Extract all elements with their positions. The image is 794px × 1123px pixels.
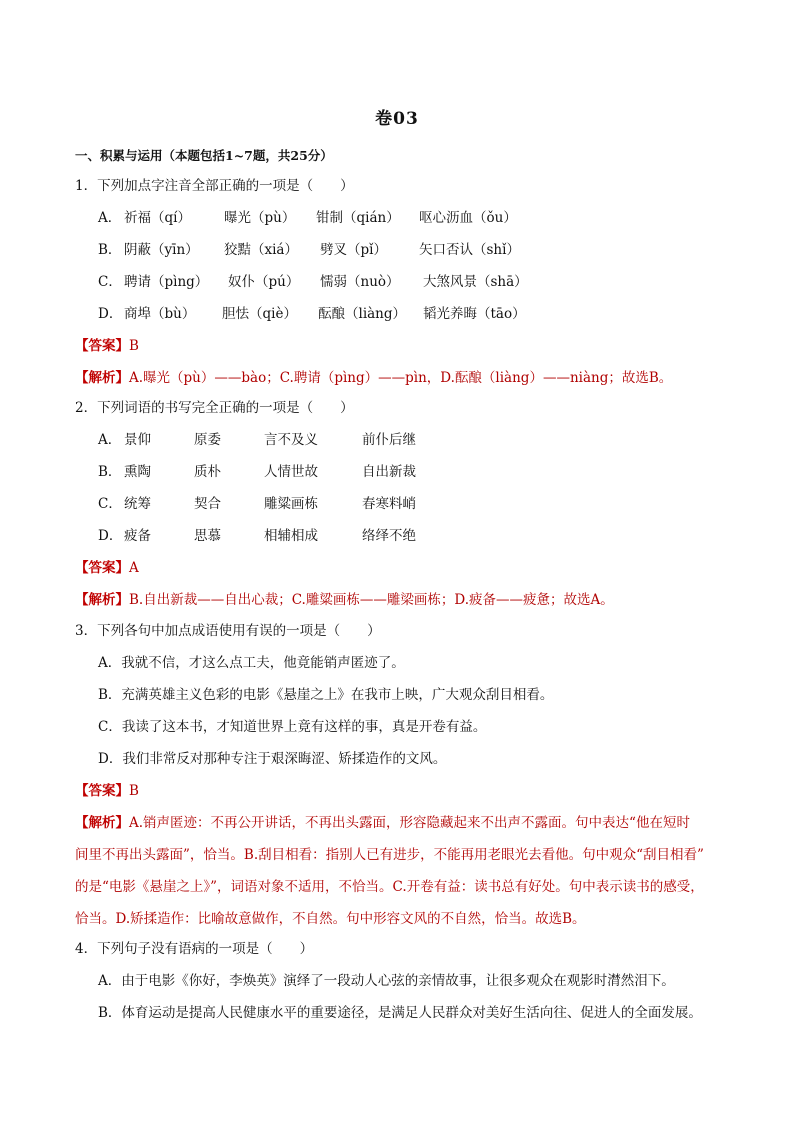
option-item: 统筹	[124, 496, 151, 512]
section-heading: 一、积累与运用（本题包括1~7题，共25分）	[75, 148, 333, 163]
answer-tag: 【答案】	[75, 338, 129, 354]
option-item: 雕粱画栋	[264, 496, 318, 512]
option-item: 自出新裁	[362, 464, 416, 480]
option-item: 相辅相成	[264, 528, 318, 544]
option-item: 景仰	[124, 432, 151, 448]
q4-option-b[interactable]: B．体育运动是提高人民健康水平的重要途径，是满足人民群众对美好生活向往、促进人的全面发展。	[98, 1005, 702, 1021]
option-item: 曝光（pù）	[224, 210, 296, 226]
option-item: 思慕	[194, 528, 221, 544]
option-label: C．	[98, 274, 122, 290]
q3-analysis-line-1	[75, 813, 690, 833]
option-item: 聘请（pìng）	[124, 274, 209, 290]
option-label: B．	[98, 242, 122, 258]
option-item: 矢口否认（shǐ）	[419, 242, 520, 258]
q2-answer	[75, 558, 139, 578]
option-item: 质朴	[194, 464, 221, 480]
analysis-tag: 【解析】	[75, 370, 129, 386]
analysis-tag: 【解析】	[75, 815, 129, 831]
option-label: D．	[98, 528, 123, 544]
option-item: 春寒料峭	[362, 496, 416, 512]
option-item: 前仆后继	[362, 432, 416, 448]
option-item: 言不及义	[264, 432, 318, 448]
option-item: 酝酿（liàng）	[318, 306, 407, 322]
q1-answer	[75, 336, 139, 356]
option-item: 奴仆（pú）	[228, 274, 300, 290]
option-item: 阴蔽（yīn）	[124, 242, 199, 258]
option-item: 疲备	[124, 528, 151, 544]
option-item: 契合	[194, 496, 221, 512]
answer-value: B	[129, 783, 139, 799]
option-item: 络绎不绝	[362, 528, 416, 544]
q3-stem: 3．下列各句中加点成语使用有误的一项是（ ）	[75, 623, 381, 639]
option-item: 人情世故	[264, 464, 318, 480]
option-item: 大煞风景（shā）	[423, 274, 528, 290]
option-item: 韬光养晦（tāo）	[423, 306, 526, 322]
q3-analysis-line-3: 的是“电影《悬崖之上》”，词语对象不适用，不恰当。C.开卷有益：读书总有好处。句中表示读书的感受，	[75, 879, 704, 895]
option-label: A．	[98, 210, 122, 226]
analysis-text: A.销声匿迹：不再公开讲话，不再出头露面，形容隐藏起来不出声不露面。句中表达“他在短时	[129, 815, 690, 831]
option-item: 原委	[194, 432, 221, 448]
answer-value: B	[129, 338, 139, 354]
q3-answer	[75, 781, 139, 801]
q3-option-b[interactable]: B．充满英雄主义色彩的电影《悬崖之上》在我市上映，广大观众刮目相看。	[98, 687, 554, 703]
answer-value: A	[129, 560, 139, 576]
option-item: 祈福（qí）	[124, 210, 191, 226]
q3-option-c[interactable]: C．我读了这本书，才知道世界上竟有这样的事，真是开卷有益。	[98, 719, 487, 735]
answer-tag: 【答案】	[75, 783, 129, 799]
q1-stem: 1．下列加点字注音全部正确的一项是（ ）	[75, 178, 354, 194]
q3-analysis-line-4: 恰当。D.矫揉造作：比喻故意做作，不自然。句中形容文风的不自然，恰当。故选B。	[75, 911, 586, 927]
option-item: 商埠（bù）	[124, 306, 196, 322]
option-item: 熏陶	[124, 464, 151, 480]
q3-option-d[interactable]: D．我们非常反对那种专注于艰深晦涩、矫揉造作的文风。	[98, 751, 447, 767]
answer-tag: 【答案】	[75, 560, 129, 576]
q4-stem: 4．下列句子没有语病的一项是（ ）	[75, 941, 314, 957]
q2-stem: 2．下列词语的书写完全正确的一项是（ ）	[75, 400, 354, 416]
option-item: 劈叉（pǐ）	[320, 242, 387, 258]
analysis-tag: 【解析】	[75, 592, 129, 608]
q3-option-a[interactable]: A．我就不信，才这么点工夫，他竟能销声匿迹了。	[98, 655, 405, 671]
q2-analysis	[75, 590, 614, 610]
option-item: 呕心沥血（ǒu）	[419, 210, 517, 226]
option-item: 狡黠（xiá）	[224, 242, 298, 258]
q4-option-a[interactable]: A．由于电影《你好，李焕英》演绎了一段动人心弦的亲情故事，让很多观众在观影时潸然泪下。	[98, 973, 675, 989]
page-title: 卷03	[375, 109, 419, 129]
option-item: 钳制（qián）	[316, 210, 400, 226]
analysis-text: B.自出新裁——自出心裁；C.雕粱画栋——雕梁画栋；D.疲备——疲惫；故选A。	[129, 592, 614, 608]
q3-analysis-line-2: 间里不再出头露面”，恰当。B.刮目相看：指别人已有进步，不能再用老眼光去看他。句中观众“刮目相看”	[75, 847, 704, 863]
option-item: 胆怯（qiè）	[222, 306, 297, 322]
q1-analysis	[75, 368, 672, 388]
option-label: C．	[98, 496, 122, 512]
option-item: 懦弱（nuò）	[320, 274, 400, 290]
option-label: D．	[98, 306, 123, 322]
analysis-text: A.曝光（pù）——bào；C.聘请（pìng）——pìn，D.酝酿（liàng）——niàng；故选B。	[129, 370, 673, 386]
option-label: B．	[98, 464, 122, 480]
option-label: A．	[98, 432, 122, 448]
